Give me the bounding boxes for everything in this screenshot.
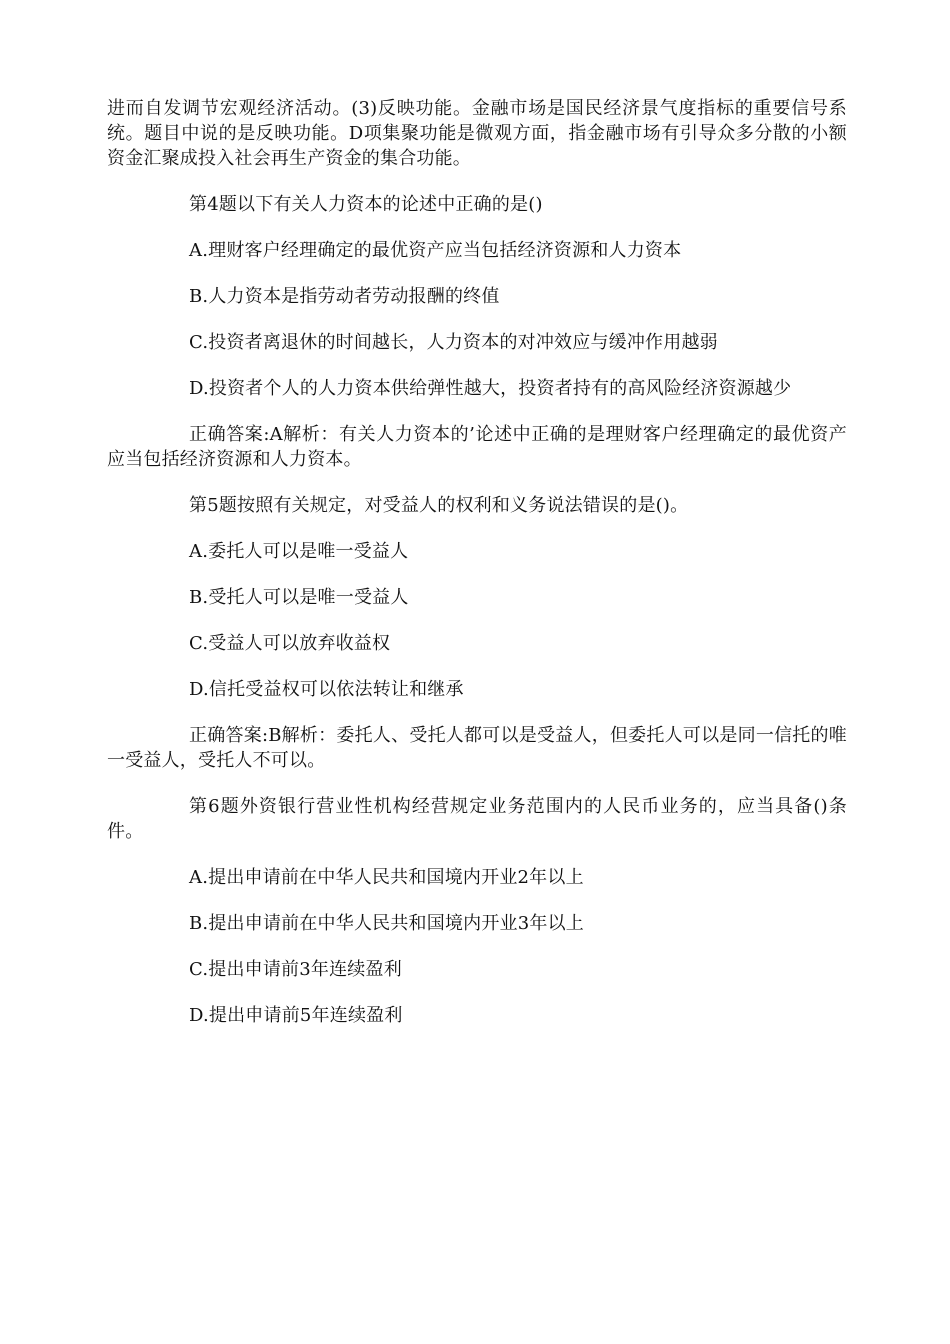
question-6-option-b: B.提出申请前在中华人民共和国境内开业3年以上 <box>189 913 584 934</box>
question-4-option-c: C.投资者离退休的时间越长，人力资本的对冲效应与缓冲作用越弱 <box>189 332 718 353</box>
question-5-title: 第5题按照有关规定，对受益人的权利和义务说法错误的是()。 <box>189 495 689 516</box>
question-5-option-d: D.信托受益权可以依法转让和继承 <box>189 679 464 700</box>
question-6-title: 第6题外资银行营业性机构经营规定业务范围内的人民币业务的，应当具备()条件。 <box>107 796 847 842</box>
question-5-answer: 正确答案:B解析：委托人、受托人都可以是受益人，但委托人可以是同一信托的唯一受益人，受托人不可以。 <box>107 725 847 771</box>
question-5-option-a: A.委托人可以是唯一受益人 <box>189 541 409 562</box>
document-body <box>107 96 847 1028</box>
question-4-option-b: B.人力资本是指劳动者劳动报酬的终值 <box>189 286 500 307</box>
question-5-option-b: B.受托人可以是唯一受益人 <box>189 587 409 608</box>
question-6-option-c: C.提出申请前3年连续盈利 <box>189 959 402 980</box>
question-4-option-d: D.投资者个人的人力资本供给弹性越大，投资者持有的高风险经济资源越少 <box>189 378 792 399</box>
paragraph-market-function: 进而自发调节宏观经济活动。(3)反映功能。金融市场是国民经济景气度指标的重要信号系统。题目中说的是反映功能。D项集聚功能是微观方面，指金融市场有引导众多分散的小额资金汇聚成投入社会再生产资金的集合功能。 <box>107 98 847 169</box>
question-6-option-d: D.提出申请前5年连续盈利 <box>189 1005 403 1026</box>
question-4-option-a: A.理财客户经理确定的最优资产应当包括经济资源和人力资本 <box>189 240 682 261</box>
question-6-option-a: A.提出申请前在中华人民共和国境内开业2年以上 <box>189 867 584 888</box>
question-5-option-c: C.受益人可以放弃收益权 <box>189 633 391 654</box>
question-4-title: 第4题以下有关人力资本的论述中正确的是() <box>189 194 543 215</box>
question-4-answer: 正确答案:A解析：有关人力资本的’论述中正确的是理财客户经理确定的最优资产应当包括经济资源和人力资本。 <box>107 424 847 470</box>
